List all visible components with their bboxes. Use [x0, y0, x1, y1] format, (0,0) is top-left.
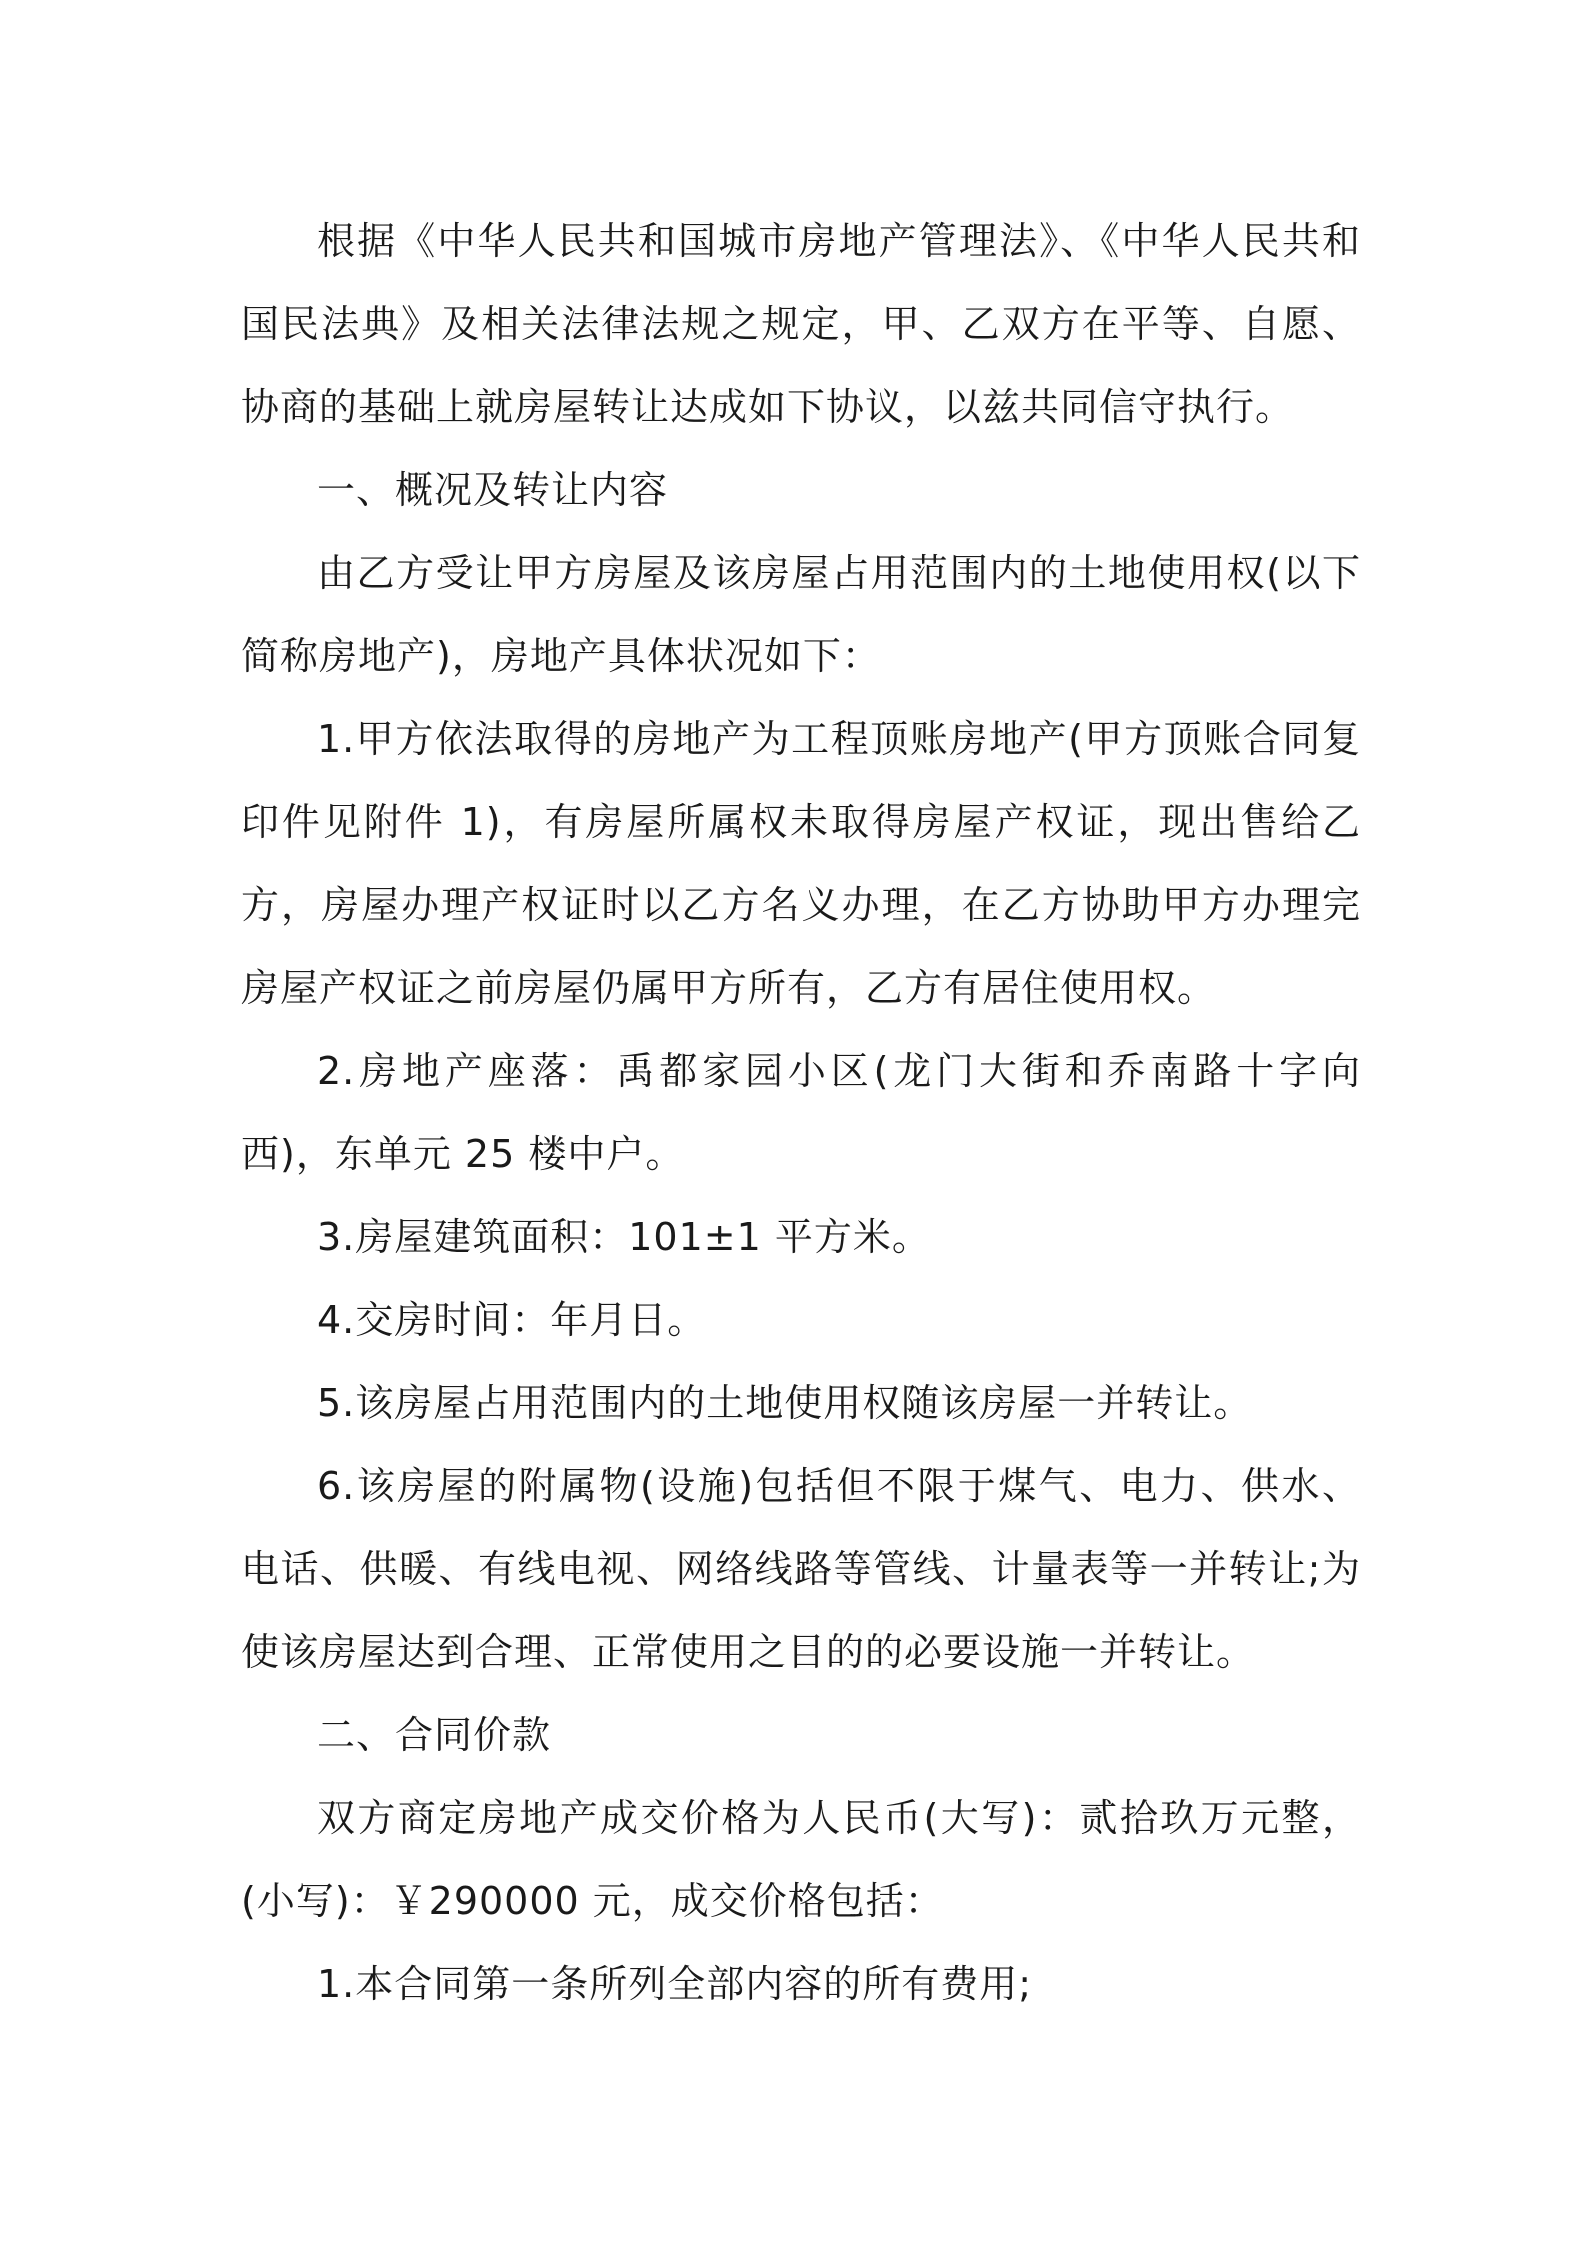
clause-3-floor-area: 3.房屋建筑面积：101±1 平方米。: [317, 1215, 931, 1259]
intro-paragraph: 根据《中华人民共和国城市房地产管理法》、《中华人民共和国民法典》及相关法律法规之规定，甲、乙双方在平等、自愿、协商的基础上就房屋转让达成如下协议，以兹共同信守执行。: [241, 219, 1361, 429]
price-item-1: 1.本合同第一条所列全部内容的所有费用;: [317, 1962, 1033, 2006]
price-paragraph: 双方商定房地产成交价格为人民币(大写)：贰拾玖万元整，(小写)：￥290000 元，成交价格包括：: [241, 1796, 1361, 1923]
section-heading-price: 二、合同价款: [317, 1713, 552, 1757]
clause-6-attached-facilities: 6.该房屋的附属物(设施)包括但不限于煤气、电力、供水、电话、供暖、有线电视、网络线路等管线、计量表等一并转让;为使该房屋达到合理、正常使用之目的的必要设施一并转让。: [241, 1464, 1361, 1674]
clause-1-property-source: 1.甲方依法取得的房地产为工程顶账房地产(甲方顶账合同复印件见附件 1)，有房屋所属权未取得房屋产权证，现出售给乙方，房屋办理产权证时以乙方名义办理，在乙方协助甲方办理完房屋产权证之前房屋仍属甲方所有，乙方有居住使用权。: [241, 717, 1361, 1010]
document-body: [241, 200, 1361, 2026]
transfer-scope-paragraph: 由乙方受让甲方房屋及该房屋占用范围内的土地使用权(以下简称房地产)，房地产具体状况如下：: [241, 551, 1361, 678]
section-heading-overview: 一、概况及转让内容: [317, 468, 669, 512]
clause-5-land-use-right: 5.该房屋占用范围内的土地使用权随该房屋一并转让。: [317, 1381, 1253, 1425]
clause-2-property-location: 2.房地产座落：禹都家园小区(龙门大街和乔南路十字向西)，东单元 25 楼中户。: [241, 1049, 1361, 1176]
clause-4-handover-date: 4.交房时间：年月日。: [317, 1298, 707, 1342]
